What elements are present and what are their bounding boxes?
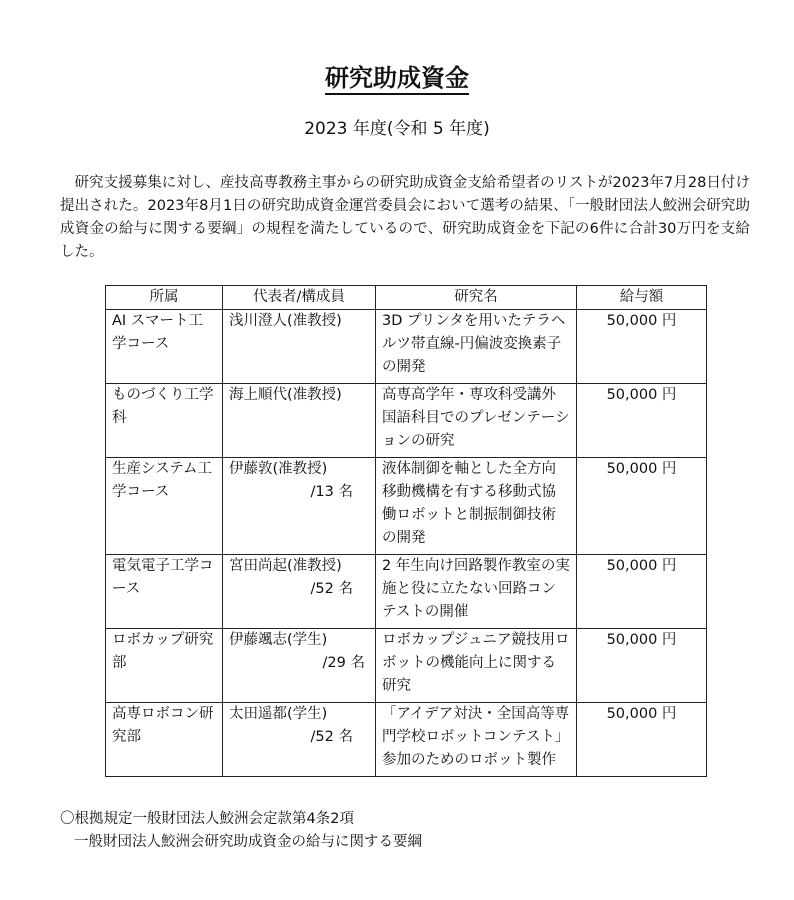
representative-name: 海上順代(准教授) xyxy=(229,387,342,403)
intro-text: 研究支援募集に対し、産技高専教務主事からの研究助成資金支給希望者のリストが2023年7月28日付け提出された。2023年8月1日の研究助成資金運営委員会において選考の結果、「一般財団法人鮫洲会研究助成資金の給与に関する要綱」の規程を満たしているので、研究助成資金を下記の6件に合計30万円を支給した。 xyxy=(60,175,750,260)
cell-representative xyxy=(223,629,376,703)
header-research-title: 研究名 xyxy=(376,286,577,310)
cell-dept: AI スマート工学コース xyxy=(106,310,223,384)
cell-research-title: 2 年生向け回路製作教室の実施と役に立たない回路コンテストの開催 xyxy=(376,555,577,629)
member-count: /13 名 xyxy=(310,484,353,500)
table-row xyxy=(106,555,707,629)
fiscal-year-subtitle: 2023 年度(令和 5 年度) xyxy=(304,119,490,139)
member-count: /52 名 xyxy=(310,729,353,745)
table-row xyxy=(106,703,707,777)
cell-amount: 50,000 円 xyxy=(577,629,707,703)
header-dept: 所属 xyxy=(106,286,223,310)
cell-representative xyxy=(223,458,376,555)
cell-amount: 50,000 円 xyxy=(577,458,707,555)
representative-name: 浅川澄人(准教授) xyxy=(229,313,342,329)
header-amount: 給与額 xyxy=(577,286,707,310)
member-count: /29 名 xyxy=(322,655,365,671)
cell-representative xyxy=(223,310,376,384)
table-row xyxy=(106,310,707,384)
cell-research-title: 液体制御を軸とした全方向移動機構を有する移動式協働ロボットと制振制御技術の開発 xyxy=(376,458,577,555)
cell-amount: 50,000 円 xyxy=(577,555,707,629)
document-title: 研究助成資金 xyxy=(0,60,794,96)
table-header-row xyxy=(106,286,707,310)
cell-dept: ものづくり工学科 xyxy=(106,384,223,458)
table-row xyxy=(106,458,707,555)
cell-dept: 高専ロボコン研究部 xyxy=(106,703,223,777)
intro-paragraph xyxy=(60,172,750,264)
table-row xyxy=(106,629,707,703)
cell-research-title: ロボカップジュニア競技用ロボットの機能向上に関する研究 xyxy=(376,629,577,703)
cell-research-title: 「アイデア対決・全国高等専門学校ロボットコンテスト」参加のためのロボット製作 xyxy=(376,703,577,777)
member-count: /52 名 xyxy=(310,581,353,597)
table-row xyxy=(106,384,707,458)
representative-name: 宮田尚起(准教授) xyxy=(229,558,342,574)
cell-dept: 生産システム工学コース xyxy=(106,458,223,555)
cell-amount: 50,000 円 xyxy=(577,384,707,458)
representative-name: 伊藤颯志(学生) xyxy=(229,632,328,648)
representative-name: 太田遥都(学生) xyxy=(229,706,328,722)
cell-amount: 50,000 円 xyxy=(577,703,707,777)
cell-representative xyxy=(223,384,376,458)
footer-basis xyxy=(60,808,760,854)
cell-dept: 電気電子工学コース xyxy=(106,555,223,629)
cell-amount: 50,000 円 xyxy=(577,310,707,384)
cell-representative xyxy=(223,555,376,629)
grants-table xyxy=(105,285,707,777)
footer-basis-line: 〇根拠規定一般財団法人鮫洲会定款第4条2項 xyxy=(60,811,354,827)
cell-representative xyxy=(223,703,376,777)
representative-name: 伊藤敦(准教授) xyxy=(229,461,328,477)
header-representative: 代表者/構成員 xyxy=(223,286,376,310)
footer-basis-guideline: 一般財団法人鮫洲会研究助成資金の給与に関する要綱 xyxy=(74,834,422,850)
cell-research-title: 3D プリンタを用いたテラヘルツ帯直線-円偏波変換素子の開発 xyxy=(376,310,577,384)
cell-dept: ロボカップ研究部 xyxy=(106,629,223,703)
cell-research-title: 高専高学年・専攻科受講外国語科目でのプレゼンテーションの研究 xyxy=(376,384,577,458)
